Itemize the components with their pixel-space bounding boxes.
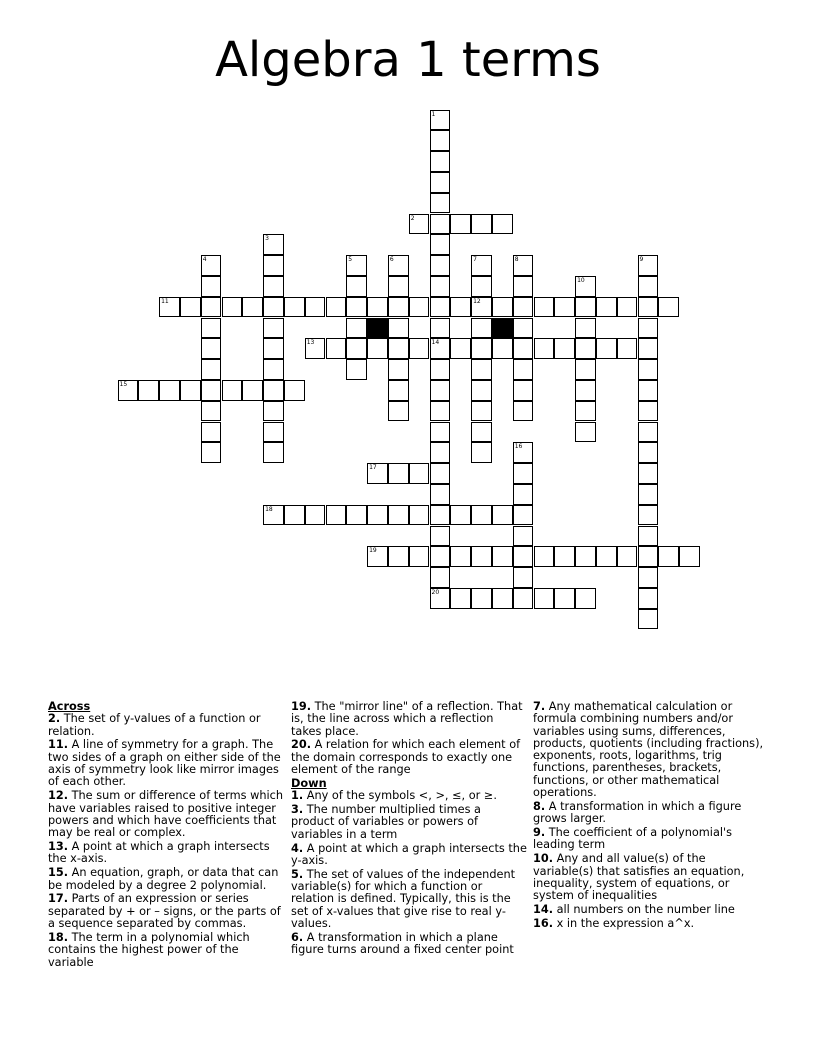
crossword-cell[interactable] bbox=[430, 401, 451, 422]
crossword-cell[interactable] bbox=[430, 234, 451, 255]
clue-number: 10 bbox=[577, 276, 585, 284]
crossword-cell[interactable] bbox=[492, 214, 513, 235]
crossword-cell[interactable] bbox=[638, 526, 659, 547]
crossword-cell[interactable] bbox=[471, 359, 492, 380]
crossword-cell[interactable] bbox=[638, 276, 659, 297]
crossword-cell[interactable] bbox=[554, 297, 575, 318]
crossword-cell[interactable] bbox=[430, 588, 451, 609]
crossword-cell[interactable] bbox=[575, 297, 596, 318]
crossword-cell[interactable] bbox=[513, 505, 534, 526]
crossword-cell[interactable] bbox=[346, 297, 367, 318]
crossword-cell[interactable] bbox=[575, 318, 596, 339]
crossword-cell[interactable] bbox=[430, 318, 451, 339]
crossword-cell[interactable] bbox=[263, 318, 284, 339]
crossword-cell[interactable] bbox=[388, 380, 409, 401]
crossword-cell[interactable] bbox=[430, 110, 451, 131]
crossword-cell[interactable] bbox=[638, 463, 659, 484]
crossword-cell[interactable] bbox=[201, 380, 222, 401]
crossword-cell[interactable] bbox=[596, 546, 617, 567]
clue-label: 10. bbox=[533, 852, 554, 866]
crossword-cell[interactable] bbox=[305, 338, 326, 359]
crossword-cell[interactable] bbox=[367, 463, 388, 484]
crossword-cell[interactable] bbox=[534, 588, 555, 609]
clue-label: 3. bbox=[291, 803, 304, 817]
crossword-cell[interactable] bbox=[658, 297, 679, 318]
across-clue bbox=[48, 932, 284, 969]
crossword-cell[interactable] bbox=[575, 359, 596, 380]
crossword-cell[interactable] bbox=[450, 297, 471, 318]
crossword-cell[interactable] bbox=[430, 172, 451, 193]
clue-text: The set of values of the independent variable(s) for which a function or relation is defined. Typically, this is the set of x-values that give rise to real y-values. bbox=[291, 867, 516, 931]
across-clue bbox=[48, 867, 284, 892]
clue-label: 15. bbox=[48, 866, 69, 880]
crossword-cell[interactable] bbox=[658, 546, 679, 567]
clue-number: 5 bbox=[348, 256, 353, 264]
crossword-cell[interactable] bbox=[471, 442, 492, 463]
black-square bbox=[367, 318, 388, 339]
across-header: Across bbox=[48, 700, 91, 713]
across-clue bbox=[48, 893, 284, 930]
crossword-cell[interactable] bbox=[201, 318, 222, 339]
clue-text: An equation, graph, or data that can be modeled by a degree 2 polynomial. bbox=[48, 866, 279, 892]
crossword-cell[interactable] bbox=[201, 422, 222, 443]
clue-label: 19. bbox=[291, 700, 312, 713]
page-title: Algebra 1 terms bbox=[215, 32, 601, 88]
clue-number: 12 bbox=[473, 297, 481, 305]
crossword-cell[interactable] bbox=[388, 318, 409, 339]
clue-label: 8. bbox=[533, 799, 546, 813]
across-clue bbox=[48, 790, 284, 839]
crossword-cell[interactable] bbox=[388, 505, 409, 526]
clue-text: The coefficient of a polynomial's leading term bbox=[533, 826, 732, 852]
crossword-cell[interactable] bbox=[492, 588, 513, 609]
crossword-cell[interactable] bbox=[409, 546, 430, 567]
clue-text: x in the expression a^x. bbox=[553, 917, 695, 931]
across-clue bbox=[48, 739, 284, 788]
crossword-cell[interactable] bbox=[638, 546, 659, 567]
clue-number: 4 bbox=[202, 256, 207, 264]
crossword-cell[interactable] bbox=[638, 297, 659, 318]
crossword-cell[interactable] bbox=[430, 380, 451, 401]
crossword-cell[interactable] bbox=[263, 338, 284, 359]
crossword-cell[interactable] bbox=[388, 276, 409, 297]
clue-text: The set of y-values of a function or relation. bbox=[48, 712, 261, 738]
crossword-cell[interactable] bbox=[430, 130, 451, 151]
clue-number: 17 bbox=[369, 464, 377, 472]
crossword-cell[interactable] bbox=[284, 380, 305, 401]
crossword-cell[interactable] bbox=[346, 318, 367, 339]
crossword-cell[interactable] bbox=[534, 338, 555, 359]
crossword-cell[interactable] bbox=[242, 297, 263, 318]
crossword-cell[interactable] bbox=[430, 484, 451, 505]
crossword-cell[interactable] bbox=[222, 380, 243, 401]
crossword-cell[interactable] bbox=[263, 276, 284, 297]
crossword-cell[interactable] bbox=[388, 255, 409, 276]
crossword-cell[interactable] bbox=[575, 276, 596, 297]
clue-number: 3 bbox=[265, 235, 269, 243]
clue-text: The "mirror line" of a reflection. That is, the line across which a reflection takes place. bbox=[291, 700, 523, 738]
down-clue bbox=[291, 843, 527, 868]
crossword-cell[interactable] bbox=[492, 505, 513, 526]
crossword-cell[interactable] bbox=[513, 401, 534, 422]
crossword-cell[interactable] bbox=[513, 588, 534, 609]
down-clue bbox=[533, 701, 769, 799]
clue-label: 17. bbox=[48, 892, 69, 906]
clue-number: 13 bbox=[306, 339, 315, 347]
crossword-cell[interactable] bbox=[534, 546, 555, 567]
crossword-cell[interactable] bbox=[471, 338, 492, 359]
clue-text: A point at which a graph intersects the y-axis. bbox=[291, 841, 527, 867]
crossword-cell[interactable] bbox=[201, 338, 222, 359]
crossword-cell[interactable] bbox=[346, 359, 367, 380]
crossword-cell[interactable] bbox=[263, 442, 284, 463]
crossword-cell[interactable] bbox=[471, 505, 492, 526]
crossword-cell[interactable] bbox=[513, 567, 534, 588]
crossword-cell[interactable] bbox=[638, 505, 659, 526]
crossword-cell[interactable] bbox=[513, 526, 534, 547]
clue-text: The number multiplied times a product of variables or powers of variables in a term bbox=[291, 803, 481, 841]
clue-number: 20 bbox=[431, 588, 440, 596]
crossword-cell[interactable] bbox=[638, 609, 659, 630]
crossword-cell[interactable] bbox=[430, 276, 451, 297]
clue-label: 4. bbox=[291, 841, 304, 855]
crossword-cell[interactable] bbox=[554, 588, 575, 609]
crossword-cell[interactable] bbox=[367, 297, 388, 318]
crossword-cell[interactable] bbox=[513, 276, 534, 297]
crossword-cell[interactable] bbox=[596, 338, 617, 359]
crossword-cell[interactable] bbox=[263, 297, 284, 318]
crossword-cell[interactable] bbox=[263, 380, 284, 401]
crossword-cell[interactable] bbox=[409, 214, 430, 235]
crossword-cell[interactable] bbox=[263, 359, 284, 380]
crossword-cell[interactable] bbox=[513, 318, 534, 339]
crossword-cell[interactable] bbox=[430, 463, 451, 484]
clue-label: 7. bbox=[533, 700, 546, 713]
down-clue bbox=[291, 932, 527, 957]
clue-label: 20. bbox=[291, 738, 312, 752]
crossword-cell[interactable] bbox=[138, 380, 159, 401]
crossword-cell[interactable] bbox=[471, 380, 492, 401]
crossword-cell[interactable] bbox=[430, 297, 451, 318]
crossword-cell[interactable] bbox=[638, 338, 659, 359]
crossword-cell[interactable] bbox=[471, 401, 492, 422]
clue-label: 16. bbox=[533, 917, 554, 931]
clue-label: 6. bbox=[291, 930, 304, 944]
crossword-cell[interactable] bbox=[263, 401, 284, 422]
crossword-cell[interactable] bbox=[346, 255, 367, 276]
clue-number: 19 bbox=[369, 547, 377, 555]
crossword-cell[interactable] bbox=[492, 297, 513, 318]
crossword-cell[interactable] bbox=[346, 338, 367, 359]
crossword-cell[interactable] bbox=[430, 442, 451, 463]
crossword-cell[interactable] bbox=[575, 401, 596, 422]
clue-text: Any and all value(s) of the variable(s) that satisfies an equation, inequality, system of equations, or system of inequalities bbox=[533, 852, 745, 903]
crossword-cell[interactable] bbox=[118, 380, 139, 401]
clue-label: 1. bbox=[291, 789, 304, 803]
crossword-cell[interactable] bbox=[409, 505, 430, 526]
crossword-cell[interactable] bbox=[430, 567, 451, 588]
crossword-cell[interactable] bbox=[430, 422, 451, 443]
clue-number: 8 bbox=[514, 256, 519, 264]
crossword-cell[interactable] bbox=[492, 546, 513, 567]
crossword-cell[interactable] bbox=[388, 463, 409, 484]
clue-text: A transformation in which a plane figure turns around a fixed center point bbox=[291, 930, 514, 957]
clues-column-2 bbox=[291, 701, 527, 958]
crossword-cell[interactable] bbox=[367, 505, 388, 526]
crossword-cell[interactable] bbox=[388, 546, 409, 567]
crossword-cell[interactable] bbox=[430, 505, 451, 526]
crossword-cell[interactable] bbox=[388, 338, 409, 359]
clue-number: 16 bbox=[514, 443, 523, 451]
crossword-cell[interactable] bbox=[513, 380, 534, 401]
clue-number: 18 bbox=[265, 505, 273, 513]
crossword-cell[interactable] bbox=[617, 297, 638, 318]
crossword-cell[interactable] bbox=[575, 546, 596, 567]
clue-text: A transformation in which a figure grows larger. bbox=[533, 799, 742, 826]
crossword-cell[interactable] bbox=[513, 297, 534, 318]
crossword-cell[interactable] bbox=[430, 526, 451, 547]
crossword-cell[interactable] bbox=[471, 588, 492, 609]
crossword-cell[interactable] bbox=[201, 442, 222, 463]
crossword-cell[interactable] bbox=[201, 359, 222, 380]
down-clue bbox=[533, 827, 769, 852]
crossword-cell[interactable] bbox=[430, 151, 451, 172]
crossword-cell[interactable] bbox=[450, 214, 471, 235]
down-clue bbox=[533, 801, 769, 826]
crossword-cell[interactable] bbox=[638, 401, 659, 422]
crossword-cell[interactable] bbox=[638, 484, 659, 505]
crossword-cell[interactable] bbox=[222, 297, 243, 318]
clue-text: all numbers on the number line bbox=[553, 903, 735, 917]
crossword-cell[interactable] bbox=[367, 338, 388, 359]
crossword-cell[interactable] bbox=[430, 359, 451, 380]
crossword-cell[interactable] bbox=[346, 276, 367, 297]
crossword-cell[interactable] bbox=[638, 442, 659, 463]
down-clue bbox=[533, 853, 769, 902]
crossword-cell[interactable] bbox=[201, 297, 222, 318]
clue-label: 2. bbox=[48, 712, 61, 726]
down-clue bbox=[291, 790, 527, 802]
clue-number: 2 bbox=[410, 214, 415, 222]
clues-column-1 bbox=[48, 701, 284, 970]
crossword-cell[interactable] bbox=[471, 422, 492, 443]
clue-label: 12. bbox=[48, 789, 69, 803]
clue-text: A point at which a graph intersects the x-axis. bbox=[48, 840, 270, 866]
clue-text: A relation for which each element of the domain corresponds to exactly one element of the range bbox=[291, 738, 521, 777]
clue-text: The sum or difference of terms which have variables raised to positive integer powers and which have coefficients that may be real or complex. bbox=[48, 789, 283, 840]
crossword-cell[interactable] bbox=[263, 234, 284, 255]
crossword-cell[interactable] bbox=[513, 255, 534, 276]
across-clue bbox=[48, 713, 284, 738]
clue-number: 9 bbox=[639, 256, 644, 264]
crossword-cell[interactable] bbox=[450, 588, 471, 609]
crossword-cell[interactable] bbox=[492, 338, 513, 359]
crossword-cell[interactable] bbox=[284, 297, 305, 318]
crossword-cell[interactable] bbox=[430, 193, 451, 214]
crossword-cell[interactable] bbox=[388, 401, 409, 422]
crossword-cell[interactable] bbox=[284, 505, 305, 526]
clue-text: A line of symmetry for a graph. The two sides of a graph on either side of the axis of symmetry look like mirror images of each other. bbox=[48, 738, 281, 789]
down-clue bbox=[533, 918, 769, 930]
crossword-cell[interactable] bbox=[554, 546, 575, 567]
crossword-cell[interactable] bbox=[471, 255, 492, 276]
crossword-cell[interactable] bbox=[638, 422, 659, 443]
crossword-cell[interactable] bbox=[430, 214, 451, 235]
crossword-cell[interactable] bbox=[430, 255, 451, 276]
clue-number: 1 bbox=[431, 110, 436, 118]
crossword-cell[interactable] bbox=[263, 505, 284, 526]
down-clue bbox=[291, 804, 527, 841]
crossword-cell[interactable] bbox=[513, 546, 534, 567]
crossword-cell[interactable] bbox=[513, 484, 534, 505]
crossword-cell[interactable] bbox=[638, 380, 659, 401]
crossword-cell[interactable] bbox=[346, 505, 367, 526]
crossword-cell[interactable] bbox=[201, 401, 222, 422]
crossword-cell[interactable] bbox=[617, 546, 638, 567]
clue-number: 15 bbox=[119, 380, 128, 388]
crossword-cell[interactable] bbox=[596, 297, 617, 318]
clue-number: 6 bbox=[389, 256, 394, 264]
clue-label: 9. bbox=[533, 826, 546, 840]
crossword-cell[interactable] bbox=[471, 546, 492, 567]
crossword-cell[interactable] bbox=[575, 338, 596, 359]
crossword-cell[interactable] bbox=[575, 380, 596, 401]
clue-number: 11 bbox=[161, 297, 169, 305]
crossword-cell[interactable] bbox=[263, 422, 284, 443]
black-square bbox=[492, 318, 513, 339]
down-clue bbox=[533, 904, 769, 916]
crossword-cell[interactable] bbox=[638, 567, 659, 588]
crossword-cell[interactable] bbox=[638, 255, 659, 276]
down-header: Down bbox=[291, 776, 327, 790]
across-clue bbox=[291, 701, 527, 738]
crossword-cell[interactable] bbox=[305, 297, 326, 318]
crossword-cell[interactable] bbox=[409, 463, 430, 484]
crossword-cell[interactable] bbox=[638, 318, 659, 339]
crossword-cell[interactable] bbox=[513, 463, 534, 484]
crossword-cell[interactable] bbox=[388, 297, 409, 318]
clue-label: 14. bbox=[533, 903, 554, 917]
crossword-cell[interactable] bbox=[201, 255, 222, 276]
crossword-cell[interactable] bbox=[513, 442, 534, 463]
crossword-cell[interactable] bbox=[679, 546, 700, 567]
crossword-cell[interactable] bbox=[471, 297, 492, 318]
crossword-cell[interactable] bbox=[159, 380, 180, 401]
crossword-cell[interactable] bbox=[450, 505, 471, 526]
crossword-cell[interactable] bbox=[554, 338, 575, 359]
crossword-cell[interactable] bbox=[201, 276, 222, 297]
clue-number: 7 bbox=[473, 256, 477, 264]
clue-label: 18. bbox=[48, 930, 69, 944]
clue-text: Parts of an expression or series separated by + or – signs, or the parts of a sequence separated by commas. bbox=[48, 892, 281, 931]
crossword-cell[interactable] bbox=[534, 297, 555, 318]
crossword-cell[interactable] bbox=[263, 255, 284, 276]
crossword-cell[interactable] bbox=[326, 505, 347, 526]
crossword-cell[interactable] bbox=[180, 297, 201, 318]
crossword-cell[interactable] bbox=[575, 422, 596, 443]
crossword-cell[interactable] bbox=[305, 505, 326, 526]
clue-text: Any of the symbols <, >, ≤, or ≥. bbox=[303, 789, 497, 803]
crossword-cell[interactable] bbox=[638, 359, 659, 380]
crossword-cell[interactable] bbox=[471, 318, 492, 339]
crossword-cell[interactable] bbox=[388, 359, 409, 380]
crossword-cell[interactable] bbox=[638, 588, 659, 609]
clue-label: 13. bbox=[48, 840, 69, 854]
crossword-cell[interactable] bbox=[430, 546, 451, 567]
crossword-cell[interactable] bbox=[575, 588, 596, 609]
crossword-cell[interactable] bbox=[159, 297, 180, 318]
crossword-cell[interactable] bbox=[513, 359, 534, 380]
crossword-cell[interactable] bbox=[242, 380, 263, 401]
crossword-cell[interactable] bbox=[617, 338, 638, 359]
clue-text: Any mathematical calculation or formula combining numbers and/or variables using sums, differences, products, quotients (including fractions), exponents, roots, logarithms, trig functions, parentheses, brackets, functions, or other mathematical operations. bbox=[533, 700, 764, 800]
crossword-cell[interactable] bbox=[450, 338, 471, 359]
crossword-cell[interactable] bbox=[471, 214, 492, 235]
crossword-cell[interactable] bbox=[450, 546, 471, 567]
crossword-cell[interactable] bbox=[367, 546, 388, 567]
clue-text: The term in a polynomial which contains the highest power of the variable bbox=[48, 930, 250, 969]
crossword-cell[interactable] bbox=[326, 297, 347, 318]
crossword-cell[interactable] bbox=[326, 338, 347, 359]
down-clue bbox=[291, 869, 527, 930]
crossword-cell[interactable] bbox=[180, 380, 201, 401]
clue-label: 5. bbox=[291, 867, 304, 881]
crossword-cell[interactable] bbox=[430, 338, 451, 359]
clue-number: 14 bbox=[431, 339, 440, 347]
across-clue bbox=[48, 841, 284, 866]
across-clue bbox=[291, 739, 527, 776]
clue-label: 11. bbox=[48, 738, 69, 752]
crossword-cell[interactable] bbox=[409, 297, 430, 318]
clues-column-3 bbox=[533, 701, 769, 932]
crossword-cell[interactable] bbox=[513, 338, 534, 359]
crossword-cell[interactable] bbox=[409, 338, 430, 359]
crossword-cell[interactable] bbox=[471, 276, 492, 297]
